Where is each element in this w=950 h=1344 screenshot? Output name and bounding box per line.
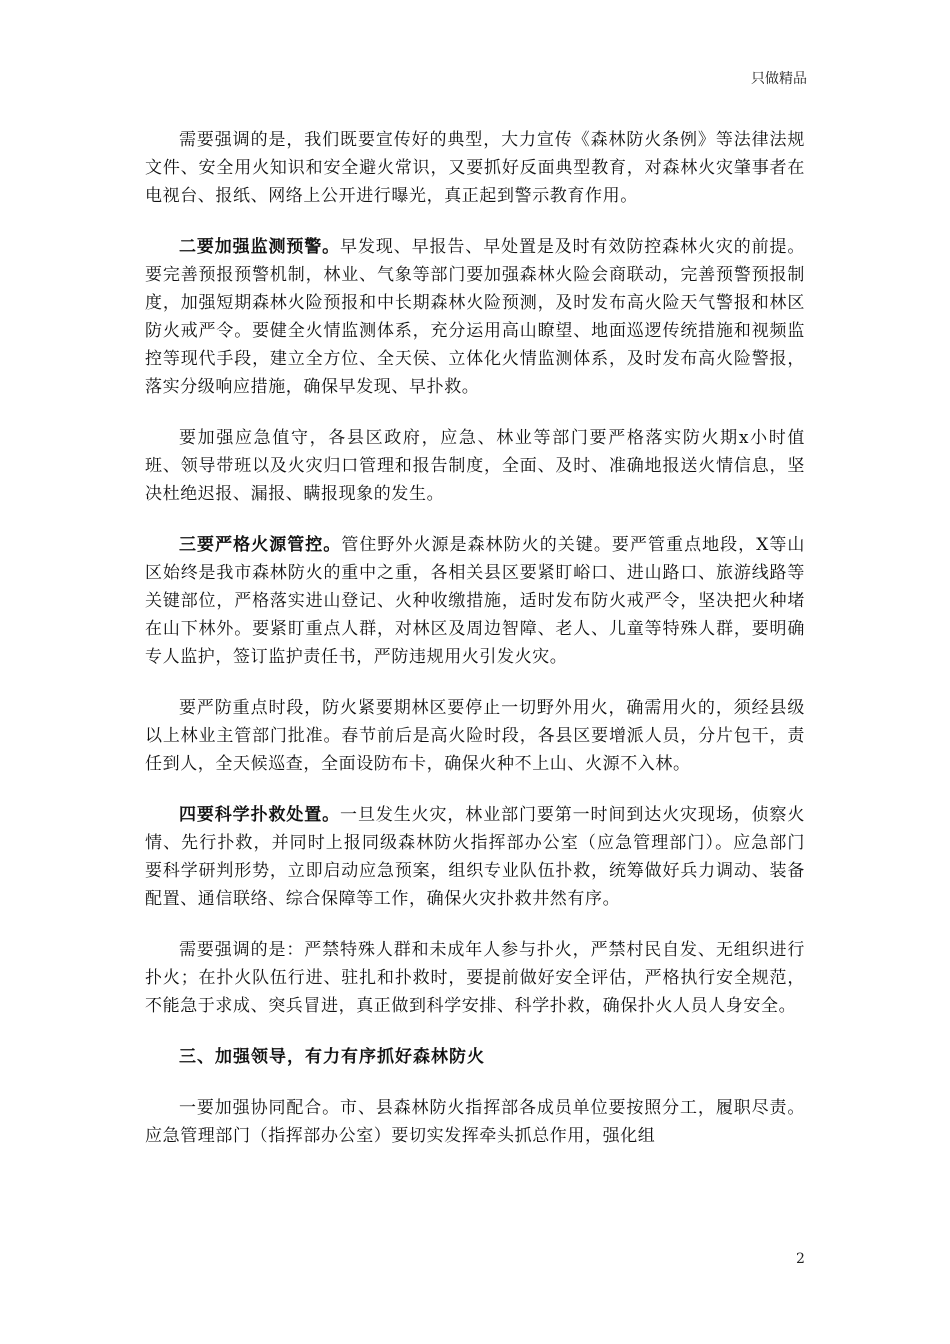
paragraph-text: 需要强调的是：严禁特殊人群和未成年人参与扑火，严禁村民自发、无组织进行扑火；在扑火队伍行进、驻扎和扑救时，要提前做好安全评估，严格执行安全规范，不能急于求成、突兵冒进，真正做到科学安排、科学扑救，确保扑火人员人身安全。	[145, 940, 805, 1016]
paragraph-key-period	[145, 694, 805, 778]
paragraph-lead: 三要严格火源管控。	[179, 535, 342, 555]
paragraph-coordination: 一要加强协同配合。市、县森林防火指挥部各成员单位要按照分工，履职尽责。应急管理部门（指挥部办公室）要切实发挥牵头抓总作用，强化组	[145, 1098, 805, 1146]
paragraph-safety	[145, 936, 805, 1020]
paragraph-lead: 四要科学扑救处置。	[179, 805, 341, 825]
paragraph-lead: 二要加强监测预警。	[179, 237, 341, 257]
paragraph-publicity	[145, 126, 805, 210]
paragraph-rescue	[145, 801, 805, 913]
document-body	[145, 126, 805, 1173]
page-header: 只做精品	[751, 71, 807, 87]
paragraph-text: 一旦发生火灾，林业部门要第一时间到达火灾现场，侦察火情、先行扑救，并同时上报同级森林防火指挥部办公室（应急管理部门）。应急部门要科学研判形势，立即启动应急预案，组织专业队伍扑救，统筹做好兵力调动、装备配置、通信联络、综合保障等工作，确保火灾扑救井然有序。	[145, 805, 805, 909]
paragraph-duty	[145, 424, 805, 508]
paragraph-text: 需要强调的是，我们既要宣传好的典型，大力宣传《森林防火条例》等法律法规文件、安全用火知识和安全避火常识，又要抓好反面典型教育，对森林火灾肇事者在电视台、报纸、网络上公开进行曝光，真正起到警示教育作用。	[145, 130, 805, 206]
paragraph-fire-source	[145, 531, 805, 671]
section-heading: 三、加强领导，有力有序抓好森林防火	[179, 1047, 485, 1067]
paragraph-monitoring	[145, 233, 805, 401]
paragraph-text: 要严防重点时段，防火紧要期林区要停止一切野外用火，确需用火的，须经县级以上林业主管部门批准。春节前后是高火险时段，各县区要增派人员，分片包干，责任到人，全天候巡查，全面设防布卡，确保火种不上山、火源不入林。	[145, 698, 805, 774]
paragraph-text: 管住野外火源是森林防火的关键。要严管重点地段，X等山区始终是我市森林防火的重中之重，各相关县区要紧盯峪口、进山路口、旅游线路等关键部位，严格落实进山登记、火种收缴措施，适时发布防火戒严令，坚决把火种堵在山下林外。要紧盯重点人群，对林区及周边智障、老人、儿童等特殊人群，要明确专人监护，签订监护责任书，严防违规用火引发火灾。	[145, 535, 805, 667]
paragraph-text: 早发现、早报告、早处置是及时有效防控森林火灾的前提。要完善预报预警机制，林业、气象等部门要加强森林火险会商联动，完善预警预报制度，加强短期森林火险预报和中长期森林火险预测，及时发布高火险天气警报和林区防火戒严令。要健全火情监测体系，充分运用高山瞭望、地面巡逻传统措施和视频监控等现代手段，建立全方位、全天侯、立体化火情监测体系，及时发布高火险警报，落实分级响应措施，确保早发现、早扑救。	[145, 237, 805, 397]
page-number: 2	[796, 1251, 805, 1267]
paragraph-text: 要加强应急值守，各县区政府，应急、林业等部门要严格落实防火期x小时值班、领导带班以及火灾归口管理和报告制度，全面、及时、准确地报送火情信息，坚决杜绝迟报、漏报、瞒报现象的发生。	[145, 428, 805, 504]
